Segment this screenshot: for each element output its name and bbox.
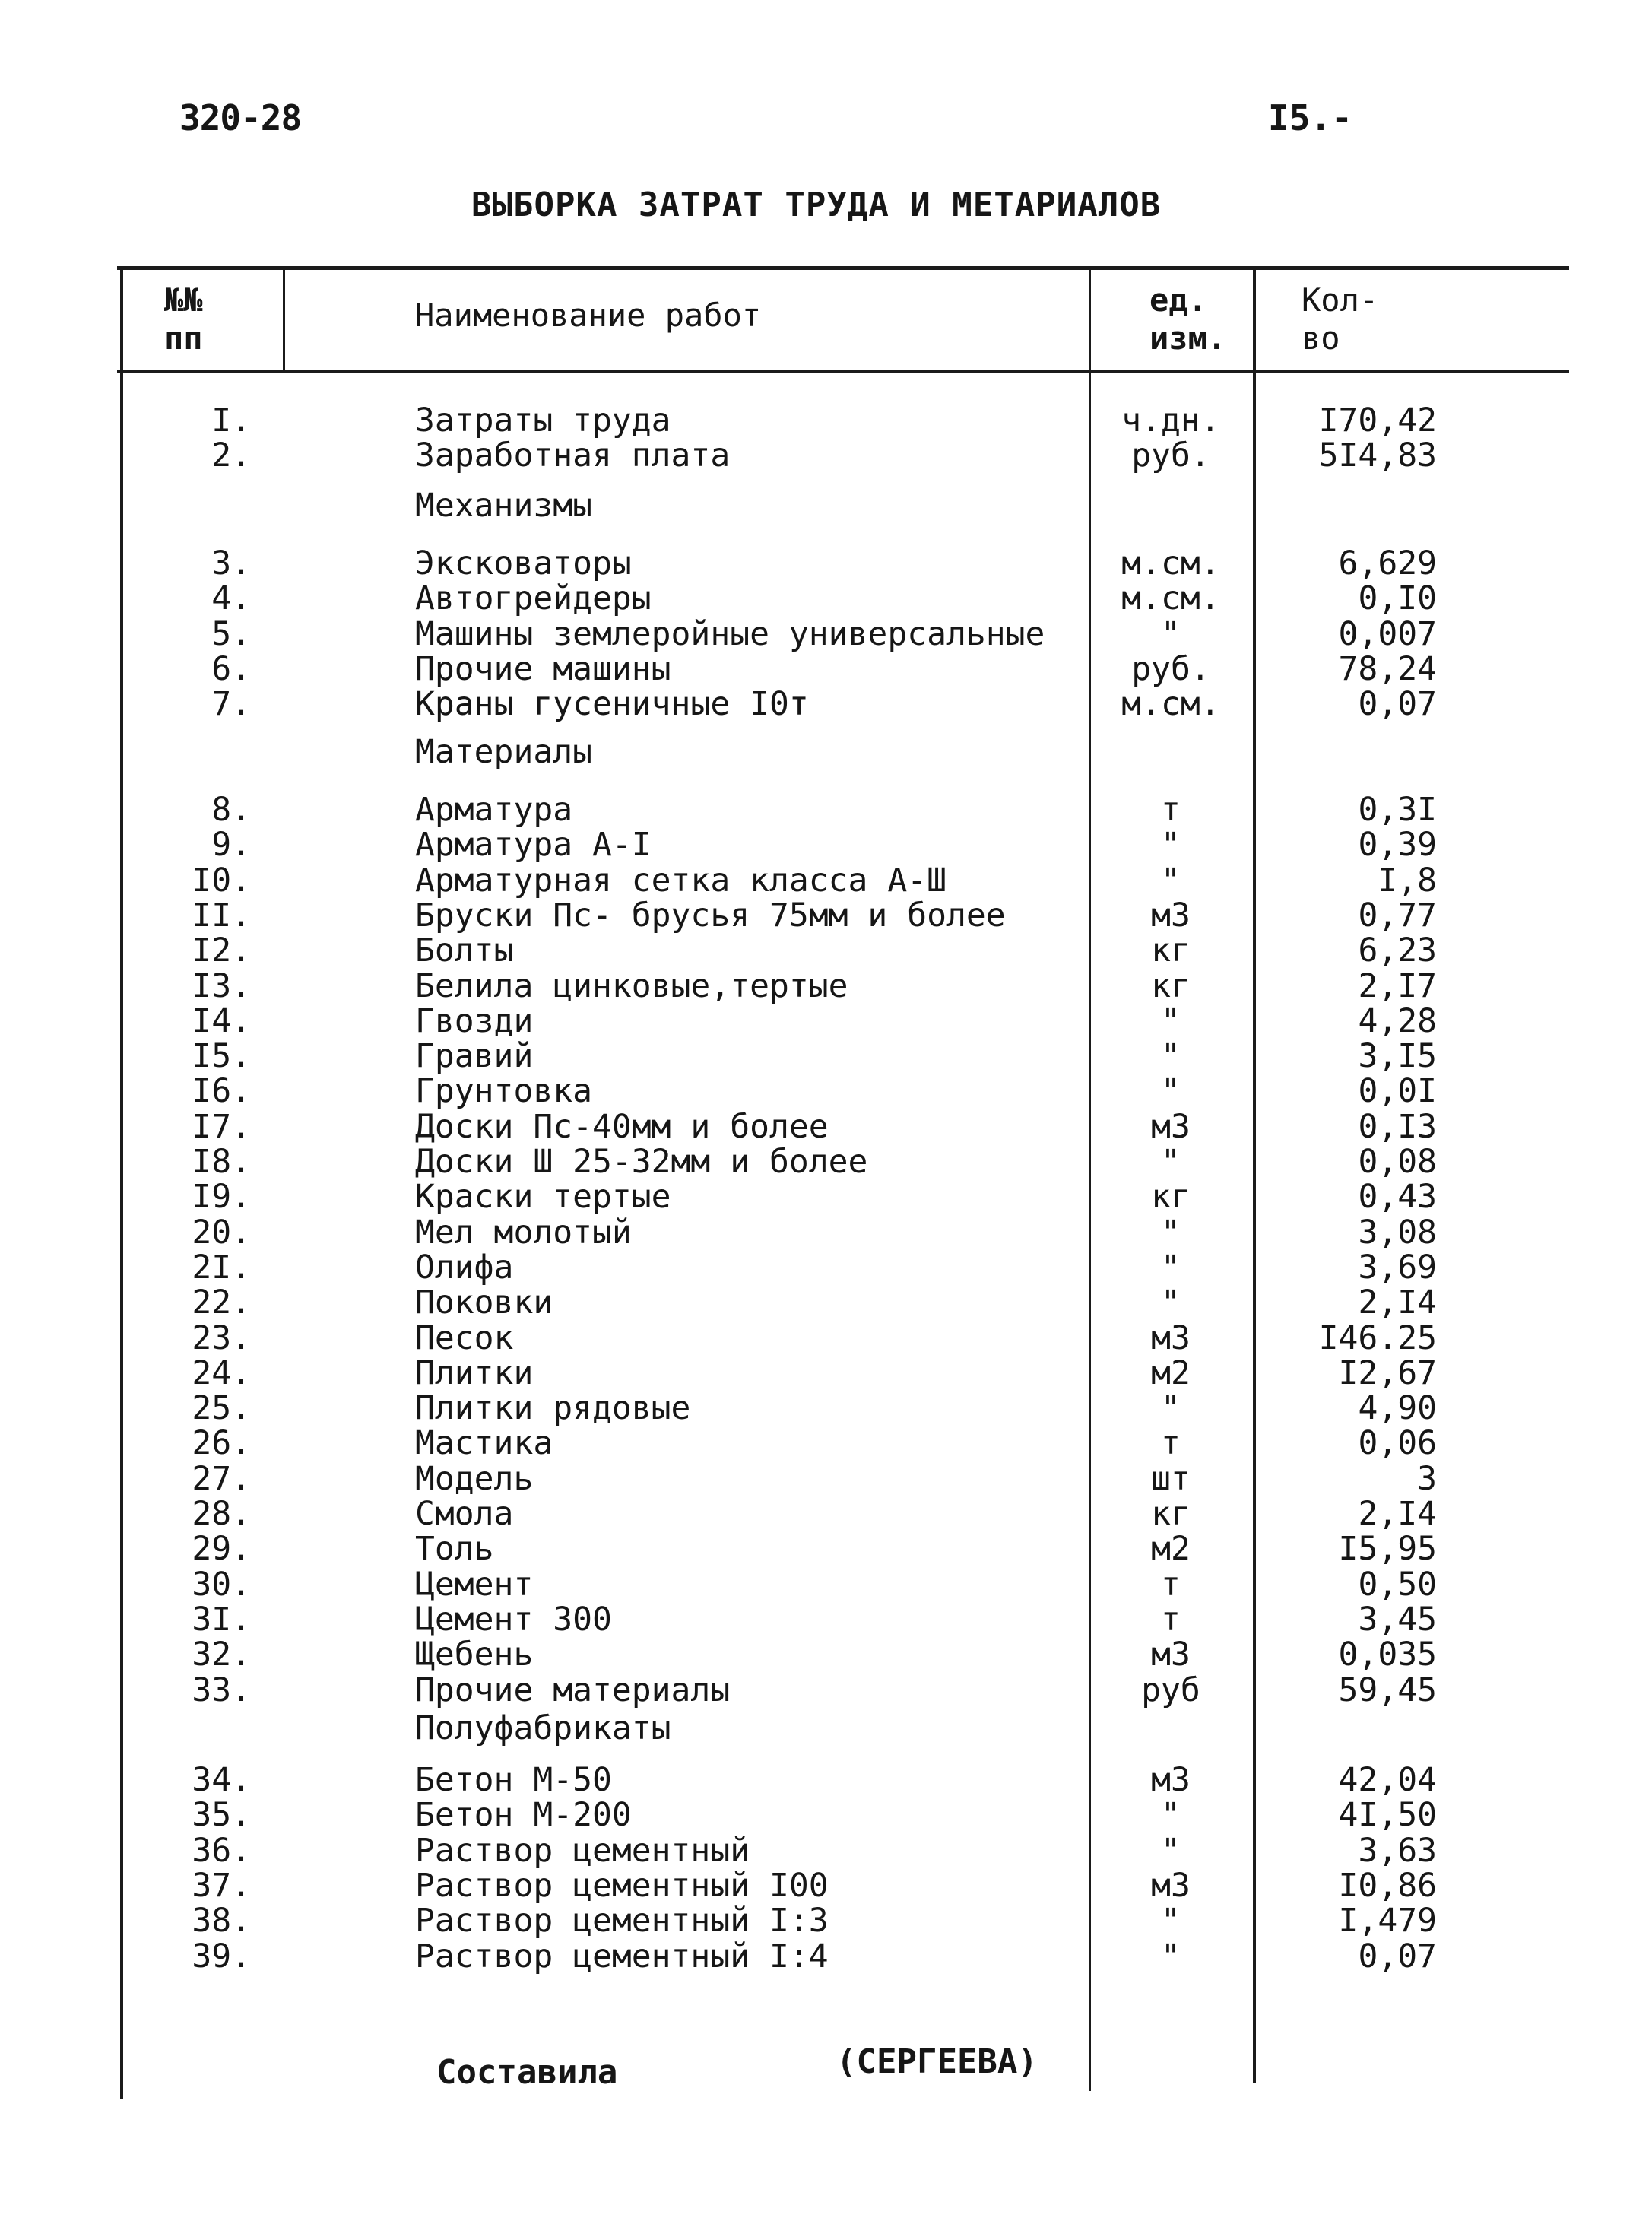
row-name: Щебень [415, 1636, 534, 1674]
row-number: I2. [192, 931, 251, 970]
row-name: Бетон М-200 [415, 1796, 632, 1835]
row-quantity: I0,86 [1338, 1866, 1437, 1905]
row-number: 30. [192, 1565, 251, 1604]
row-name: Песок [415, 1318, 514, 1357]
row-quantity: 6,23 [1358, 931, 1437, 970]
row-unit: т [1161, 1424, 1181, 1463]
row-name: Плитки рядовые [415, 1389, 691, 1428]
row-number: 33. [192, 1671, 251, 1709]
row-name: Цемент 300 [415, 1600, 612, 1639]
row-name: Раствор цементный I00 [415, 1866, 829, 1905]
row-unit: м.см. [1121, 544, 1220, 582]
document-title: ВЫБОРКА ЗАТРАТ ТРУДА И МЕТАРИАЛОВ [471, 186, 1162, 224]
row-quantity: 0,3I [1358, 791, 1437, 829]
row-number: 23. [192, 1318, 251, 1357]
row-unit: " [1161, 1284, 1181, 1322]
row-unit: м2 [1151, 1530, 1191, 1569]
row-quantity: 3,45 [1358, 1600, 1437, 1639]
num-column-rule [283, 270, 285, 373]
row-quantity: 0,035 [1338, 1636, 1437, 1674]
column-header-unit: ед. изм. [1149, 281, 1227, 357]
table-row [0, 1039, 1652, 1074]
document-code: 320-28 [179, 97, 302, 138]
section-heading-materials: Материалы [415, 733, 592, 771]
row-number: 5. [211, 614, 251, 653]
row-name: Машины землеройные универсальные [415, 614, 1045, 653]
table-row [0, 1001, 1652, 1040]
row-unit: м3 [1151, 1761, 1191, 1799]
row-name: Доски Ш 25-32мм и более [415, 1143, 868, 1181]
row-unit: м3 [1151, 1636, 1191, 1674]
row-number: 3I. [192, 1600, 251, 1639]
table-row [0, 826, 1652, 865]
row-quantity: 4,90 [1358, 1389, 1437, 1428]
row-name: Мастика [415, 1424, 553, 1463]
table-row [0, 687, 1652, 722]
row-quantity: 0,I0 [1358, 579, 1437, 618]
row-name: Краны гусеничные I0т [415, 685, 809, 724]
row-unit: " [1161, 1902, 1181, 1940]
row-unit: м2 [1151, 1353, 1191, 1392]
row-quantity: 0,06 [1358, 1424, 1437, 1463]
row-name: Гвозди [415, 1001, 534, 1040]
row-quantity: 0,77 [1358, 896, 1437, 934]
row-quantity: 0,I3 [1358, 1107, 1437, 1146]
row-number: 38. [192, 1902, 251, 1940]
row-number: 29. [192, 1530, 251, 1569]
page-number: I5.- [1268, 97, 1352, 138]
row-quantity: 5I4,83 [1318, 436, 1437, 475]
row-quantity: I5,95 [1338, 1530, 1437, 1569]
row-name: Прочие материалы [415, 1671, 731, 1709]
table-row [0, 1868, 1652, 1903]
table-row [0, 1530, 1652, 1569]
table-row [0, 1903, 1652, 1938]
table-row [0, 1318, 1652, 1357]
row-number: 2I. [192, 1248, 251, 1287]
row-unit: т [1161, 1600, 1181, 1639]
row-quantity: 0,50 [1358, 1565, 1437, 1604]
row-number: 8. [211, 791, 251, 829]
row-quantity: 59,45 [1338, 1671, 1437, 1709]
row-number: 35. [192, 1796, 251, 1835]
row-number: 22. [192, 1284, 251, 1322]
row-name: Болты [415, 931, 514, 970]
table-row [0, 403, 1652, 438]
row-unit: кг [1151, 966, 1191, 1005]
row-unit: " [1161, 1213, 1181, 1252]
row-name: Прочие машины [415, 649, 671, 688]
row-quantity: 2,I4 [1358, 1284, 1437, 1322]
row-quantity: 0,0I [1358, 1072, 1437, 1111]
row-number: 39. [192, 1937, 251, 1975]
row-name: Цемент [415, 1565, 534, 1604]
row-name: Доски Пс-40мм и более [415, 1107, 829, 1146]
row-quantity: 0,07 [1358, 685, 1437, 724]
row-name: Бруски Пс- брусья 75мм и более [415, 896, 1006, 934]
table-row [0, 614, 1652, 653]
row-quantity: I,479 [1338, 1902, 1437, 1940]
row-unit: " [1161, 1831, 1181, 1870]
footer-compiled-by: Составила [436, 2053, 618, 2092]
row-unit: " [1161, 1389, 1181, 1428]
row-quantity: 0,07 [1358, 1937, 1437, 1975]
row-unit: т [1161, 1565, 1181, 1604]
row-unit: кг [1151, 931, 1191, 970]
table-row [0, 1763, 1652, 1798]
table-row [0, 1391, 1652, 1426]
row-quantity: 3,I5 [1358, 1037, 1437, 1076]
table-row [0, 1796, 1652, 1835]
row-number: I6. [192, 1072, 251, 1111]
row-name: Белила цинковые,тертые [415, 966, 848, 1005]
row-name: Плитки [415, 1353, 534, 1392]
row-unit: м3 [1151, 1318, 1191, 1357]
row-name: Раствор цементный I:4 [415, 1937, 829, 1975]
row-name: Поковки [415, 1284, 553, 1322]
table-row [0, 1637, 1652, 1672]
table-row [0, 1496, 1652, 1531]
row-name: Олифа [415, 1248, 514, 1287]
row-number: 24. [192, 1353, 251, 1392]
row-unit: " [1161, 1937, 1181, 1975]
table-row [0, 1178, 1652, 1217]
table-row [0, 1074, 1652, 1109]
row-quantity: I,8 [1378, 861, 1437, 900]
row-unit: руб [1141, 1671, 1200, 1709]
row-quantity: 4,28 [1358, 1001, 1437, 1040]
table-row [0, 1353, 1652, 1392]
row-name: Арматура [415, 791, 573, 829]
row-unit: " [1161, 1001, 1181, 1040]
table-header-rule [117, 370, 1569, 373]
table-row [0, 1673, 1652, 1708]
row-quantity: 2,I7 [1358, 966, 1437, 1005]
table-top-rule [117, 266, 1569, 270]
row-name: Автогрейдеры [415, 579, 652, 618]
column-header-number: №№ пп [164, 281, 203, 357]
row-quantity: 3,69 [1358, 1248, 1437, 1287]
row-quantity: 42,04 [1338, 1761, 1437, 1799]
row-number: 6. [211, 649, 251, 688]
row-number: II. [192, 896, 251, 934]
row-quantity: 3,08 [1358, 1213, 1437, 1252]
row-unit: т [1161, 791, 1181, 829]
row-quantity: I2,67 [1338, 1353, 1437, 1392]
row-unit: " [1161, 614, 1181, 653]
row-name: Бетон М-50 [415, 1761, 612, 1799]
row-number: 9. [211, 826, 251, 865]
row-unit: руб. [1131, 649, 1210, 688]
row-quantity: 3,63 [1358, 1831, 1437, 1870]
row-unit: м3 [1151, 896, 1191, 934]
table-row [0, 792, 1652, 827]
table-row [0, 1144, 1652, 1179]
row-name: Грунтовка [415, 1072, 592, 1111]
row-name: Раствор цементный [415, 1831, 750, 1870]
row-number: 27. [192, 1459, 251, 1498]
row-number: I. [211, 401, 251, 439]
table-row [0, 649, 1652, 688]
table-row [0, 898, 1652, 933]
row-number: 34. [192, 1761, 251, 1799]
row-number: 32. [192, 1636, 251, 1674]
section-heading-mechanisms: Механизмы [415, 487, 592, 525]
row-number: 37. [192, 1866, 251, 1905]
table-row [0, 966, 1652, 1005]
row-unit: м3 [1151, 1107, 1191, 1146]
table-row [0, 581, 1652, 616]
row-unit: " [1161, 1072, 1181, 1111]
row-quantity: 0,39 [1358, 826, 1437, 865]
row-name: Раствор цементный I:3 [415, 1902, 829, 1940]
row-unit: кг [1151, 1495, 1191, 1533]
row-name: Модель [415, 1459, 534, 1498]
row-quantity: 4I,50 [1338, 1796, 1437, 1835]
row-name: Краски тертые [415, 1178, 671, 1217]
section-heading-semi-products: Полуфабрикаты [415, 1709, 671, 1747]
row-number: I7. [192, 1107, 251, 1146]
row-unit: " [1161, 861, 1181, 900]
row-name: Гравий [415, 1037, 534, 1076]
row-number: I4. [192, 1001, 251, 1040]
row-quantity: 78,24 [1338, 649, 1437, 688]
row-number: I8. [192, 1143, 251, 1181]
row-name: Эксковаторы [415, 544, 632, 582]
table-row [0, 1285, 1652, 1320]
row-unit: " [1161, 1143, 1181, 1181]
row-unit: м3 [1151, 1866, 1191, 1905]
row-number: I5. [192, 1037, 251, 1076]
row-number: 3. [211, 544, 251, 582]
row-name: Толь [415, 1530, 494, 1569]
row-unit: кг [1151, 1178, 1191, 1217]
row-unit: ч.дн. [1121, 401, 1220, 439]
row-unit: шт [1151, 1459, 1191, 1498]
table-row [0, 933, 1652, 968]
row-name: Заработная плата [415, 436, 731, 475]
row-number: 28. [192, 1495, 251, 1533]
row-number: I0. [192, 861, 251, 900]
table-row [0, 1461, 1652, 1496]
row-quantity: 0,43 [1358, 1178, 1437, 1217]
column-header-name: Наименование работ [415, 297, 762, 334]
row-number: 2. [211, 436, 251, 475]
row-quantity: 2,I4 [1358, 1495, 1437, 1533]
row-quantity: 0,007 [1338, 614, 1437, 653]
row-unit: руб. [1131, 436, 1210, 475]
row-number: 7. [211, 685, 251, 724]
row-quantity: 0,08 [1358, 1143, 1437, 1181]
row-number: 26. [192, 1424, 251, 1463]
footer-signatory: (СЕРГЕЕВА) [836, 2042, 1038, 2081]
column-header-quantity: Кол- во [1302, 281, 1379, 357]
table-row [0, 1109, 1652, 1144]
table-row [0, 1426, 1652, 1461]
table-row [0, 1939, 1652, 1974]
table-row [0, 863, 1652, 898]
row-unit: " [1161, 1037, 1181, 1076]
row-unit: м.см. [1121, 579, 1220, 618]
row-unit: " [1161, 1796, 1181, 1835]
row-unit: " [1161, 826, 1181, 865]
row-name: Арматура А-I [415, 826, 652, 865]
row-number: 20. [192, 1213, 251, 1252]
table-row [0, 1833, 1652, 1868]
row-quantity: 6,629 [1338, 544, 1437, 582]
row-quantity: I46.25 [1318, 1318, 1437, 1357]
row-name: Арматурная сетка класса А-Ш [415, 861, 946, 900]
row-number: 36. [192, 1831, 251, 1870]
row-unit: м.см. [1121, 685, 1220, 724]
row-unit: " [1161, 1248, 1181, 1287]
row-number: I9. [192, 1178, 251, 1217]
table-row [0, 438, 1652, 473]
row-quantity: 3 [1417, 1459, 1437, 1498]
row-name: Смола [415, 1495, 514, 1533]
row-name: Затраты труда [415, 401, 671, 439]
table-row [0, 1567, 1652, 1602]
row-name: Мел молотый [415, 1213, 632, 1252]
table-row [0, 546, 1652, 581]
row-quantity: I70,42 [1318, 401, 1437, 439]
table-row [0, 1602, 1652, 1637]
row-number: I3. [192, 966, 251, 1005]
row-number: 25. [192, 1389, 251, 1428]
table-row [0, 1250, 1652, 1285]
row-number: 4. [211, 579, 251, 618]
table-row [0, 1215, 1652, 1250]
